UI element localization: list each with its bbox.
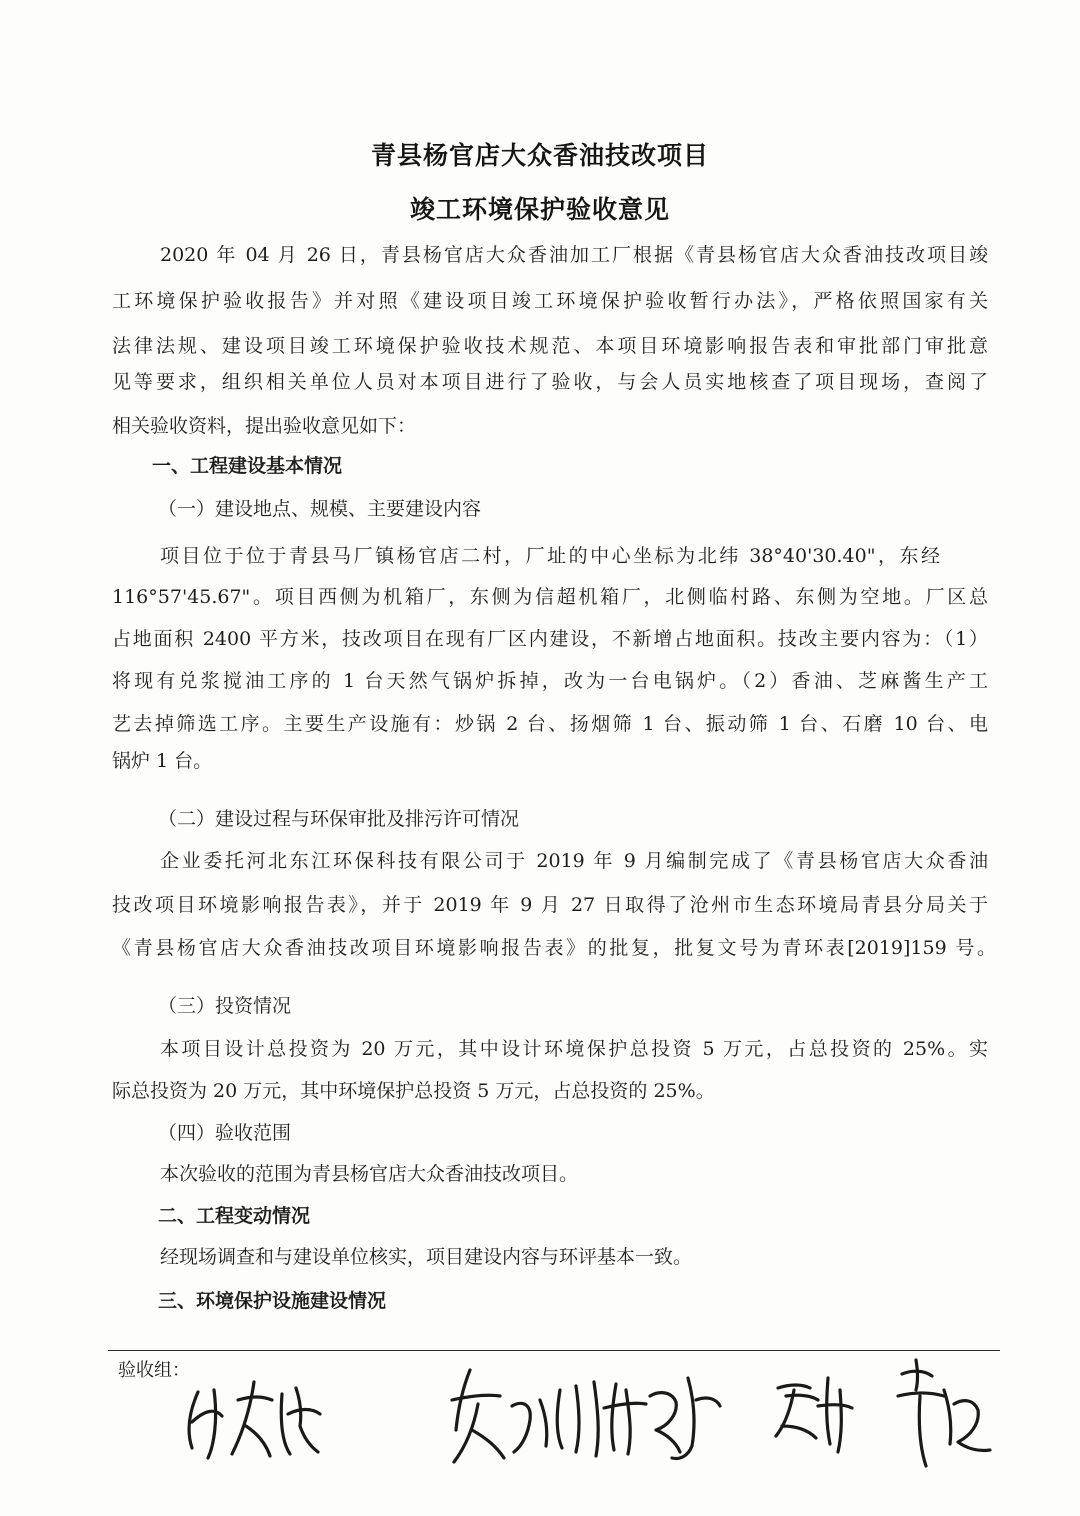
sub3-line: 际总投资为 20 万元，其中环境保护总投资 5 万元，占总投资的 25%。: [112, 1080, 715, 1102]
signature-5: [898, 1360, 990, 1466]
sub1-line: 116°57'45.67"。项目西侧为机箱厂，东侧为信超机箱厂，北侧临村路、东侧为空地。厂区总: [112, 586, 988, 608]
intro-line: 2020 年 04 月 26 日，青县杨官店大众香油加工厂根据《青县杨官店大众香油技改项目竣: [160, 244, 988, 266]
sub3-line: 本项目设计总投资为 20 万元，其中设计环境保护总投资 5 万元，占总投资的 25%。实: [160, 1038, 988, 1060]
subsection-1-heading: （一）建设地点、规模、主要建设内容: [158, 498, 482, 520]
sub4-text: 本次验收的范围为青县杨官店大众香油技改项目。: [160, 1163, 579, 1185]
signature-2: [452, 1370, 598, 1462]
subsection-3-heading: （三）投资情况: [158, 995, 292, 1017]
signature-3: [604, 1378, 720, 1459]
sub2-line: 技改项目环境影响报告表》，并于 2019 年 9 月 27 日取得了沧州市生态环境局青县分局关于: [112, 894, 988, 916]
sub1-line: 占地面积 2400 平方米，技改项目在现有厂区内建设，不新增占地面积。技改主要内容为：（1）: [112, 628, 988, 650]
signature-1: [189, 1382, 320, 1458]
document-title-line-2: 竣工环境保护验收意见: [409, 195, 670, 224]
section-3-heading: 三、环境保护设施建设情况: [158, 1290, 387, 1312]
section-2-heading: 二、工程变动情况: [158, 1205, 311, 1227]
intro-line: 工环境保护验收报告》并对照《建设项目竣工环境保护验收暂行办法》，严格依照国家有关: [112, 290, 988, 312]
sub1-line: 艺去掉筛选工序。主要生产设施有：炒锅 2 台、扬烟筛 1 台、振动筛 1 台、石磨 10 台、电: [112, 713, 988, 735]
section-2-text: 经现场调查和与建设单位核实，项目建设内容与环评基本一致。: [160, 1246, 693, 1268]
sub1-line: 项目位于位于青县马厂镇杨官店二村，厂址的中心坐标为北纬 38°40'30.40"，东经: [160, 545, 940, 567]
sub1-line: 将现有兑浆搅油工序的 1 台天然气锅炉拆掉，改为一台电锅炉。（2）香油、芝麻酱生产工: [112, 670, 988, 692]
section-1-heading: 一、工程建设基本情况: [152, 455, 343, 477]
subsection-4-heading: （四）验收范围: [158, 1122, 292, 1144]
sub1-line: 锅炉 1 台。: [112, 750, 213, 772]
intro-line: 见等要求，组织相关单位人员对本项目进行了验收，与会人员实地核查了项目现场，查阅了: [112, 371, 988, 393]
sub2-line: 《青县杨官店大众香油技改项目环境影响报告表》的批复，批复文号为青环表[2019]159 号。: [112, 937, 996, 959]
intro-line: 法律法规、建设项目竣工环境保护验收技术规范、本项目环境影响报告表和审批部门审批意: [112, 335, 988, 357]
document-title-line-1: 青县杨官店大众香油技改项目: [370, 141, 709, 170]
signature-label: 验收组：: [118, 1360, 190, 1381]
intro-line: 相关验收资料，提出验收意见如下：: [112, 415, 417, 437]
subsection-2-heading: （二）建设过程与环保审批及排污许可情况: [158, 808, 520, 830]
sub2-line: 企业委托河北东江环保科技有限公司于 2019 年 9 月编制完成了《青县杨官店大众香油: [160, 850, 988, 872]
signature-4: [776, 1378, 852, 1452]
handwritten-signatures: [0, 1330, 1080, 1516]
